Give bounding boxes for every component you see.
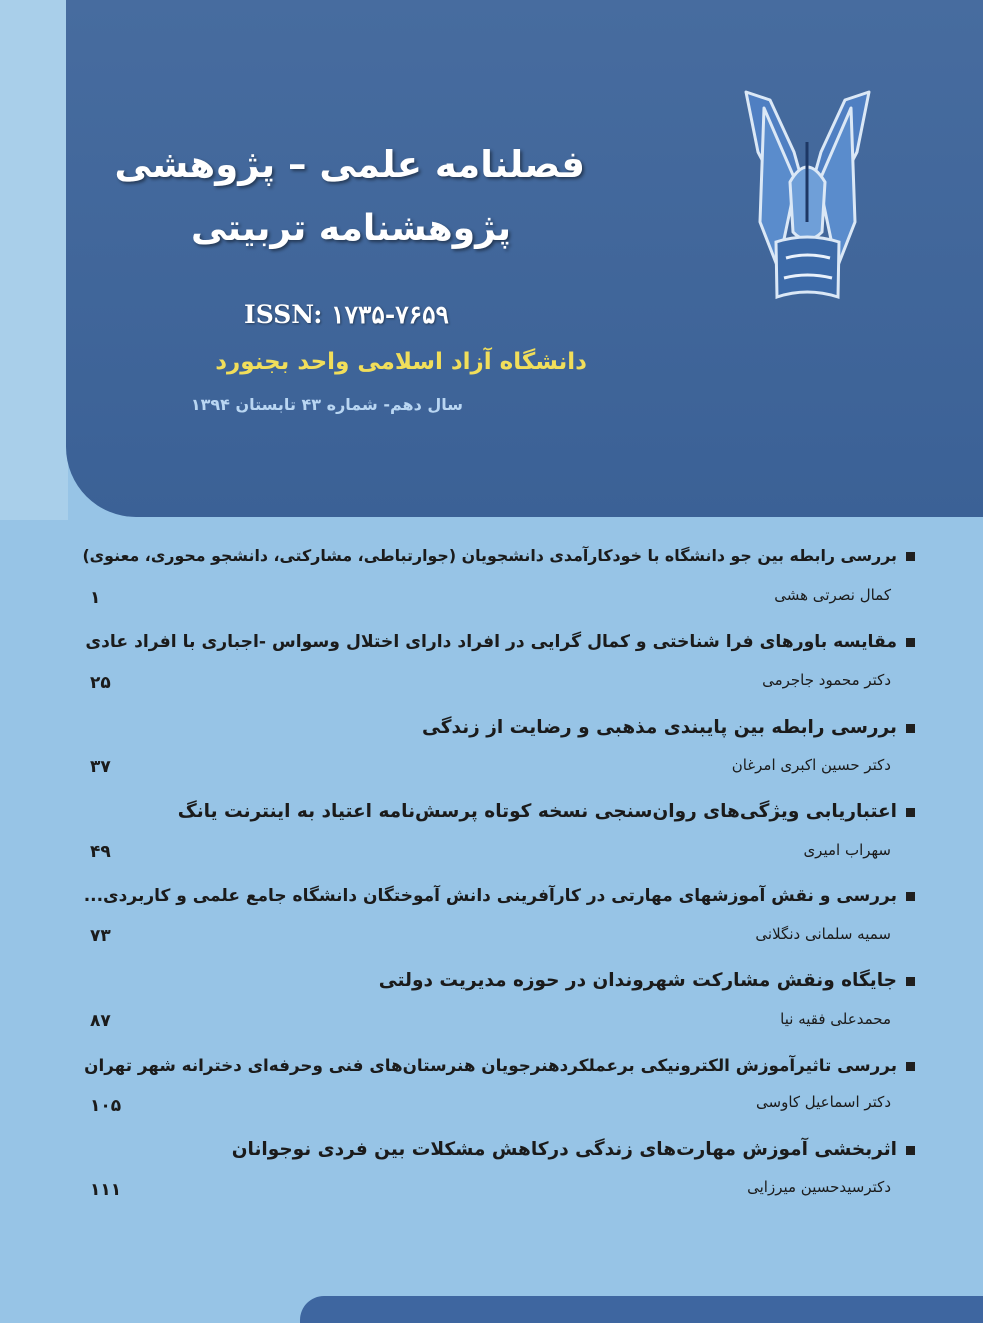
toc-entry-title: بررسی تاثیرآموزش الکترونیکی برعملکردهنرجویان هنرستان‌های فنی وحرفه‌ای دخترانه شهر تهران	[84, 1055, 915, 1075]
toc-entry-page: ۱۱۱	[90, 1180, 122, 1200]
toc-entry-author: کمال نصرتی هشی	[774, 586, 891, 604]
bullet-icon	[906, 638, 915, 647]
university-name: دانشگاه آزاد اسلامی واحد بجنورد	[215, 349, 587, 375]
toc-entry-author: دکتر اسماعیل کاوسی	[756, 1093, 891, 1111]
toc-entry-title: بررسی و نقش آموزشهای مهارتی در کارآفرینی دانش آموختگان دانشگاه جامع علمی و کاربردی...	[84, 886, 915, 906]
bullet-icon	[906, 892, 915, 901]
toc-entry-author: دکتر محمود جاجرمی	[762, 671, 891, 689]
bullet-icon	[906, 977, 915, 986]
bullet-icon	[906, 724, 915, 733]
toc-entry-page: ۱۰۵	[90, 1096, 122, 1116]
bullet-icon	[906, 1146, 915, 1155]
issue-info: سال دهم- شماره ۴۳ تابستان ۱۳۹۴	[190, 395, 463, 414]
bullet-icon	[906, 552, 915, 561]
toc-entry-page: ۲۵	[90, 673, 111, 693]
toc-entry-title: اعتباریابی ویژگی‌های روان‌سنجی نسخه کوتاه پرسش‌نامه اعتیاد به اینترنت یانگ	[178, 801, 915, 822]
journal-name-title: پژوهشنامه تربیتی	[191, 208, 511, 249]
toc-entry-title: بررسی رابطه بین پایبندی مذهبی و رضایت از زندگی	[422, 717, 915, 738]
toc-entry-page: ۴۹	[90, 842, 111, 862]
toc-entry-title: جایگاه ونقش مشارکت شهروندان در حوزه مدیریت دولتی	[379, 970, 915, 991]
toc-entry-author: سمیه سلمانی دنگلانی	[755, 925, 891, 943]
toc-entry-author: دکتر حسین اکبری امرغان	[731, 756, 891, 774]
toc-entry-page: ۷۳	[90, 926, 111, 946]
toc-entry-author: سهراب امیری	[803, 841, 891, 859]
toc-entry-author: دکترسیدحسین میرزایی	[747, 1178, 891, 1196]
bottom-decorative-band	[300, 1296, 983, 1323]
toc-entry-page: ۱	[90, 588, 101, 608]
toc-entry-title: مقایسه باورهای فرا شناختی و کمال گرایی در افراد دارای اختلال وسواس -اجباری با افراد عادی	[85, 632, 915, 652]
toc-entry-page: ۳۷	[90, 757, 111, 777]
toc-entry-author: محمدعلی فقیه نیا	[780, 1010, 891, 1028]
bullet-icon	[906, 1062, 915, 1071]
toc-entry-title: بررسی رابطه بین جو دانشگاه با خودکارآمدی دانشجویان (جوارتباطی، مشارکتی، دانشجو محوری، معنوی)	[82, 546, 915, 565]
bullet-icon	[906, 808, 915, 817]
issn-number: ISSN: ۱۷۳۵-۷۶۵۹	[244, 300, 449, 329]
journal-type-title: فصلنامه علمی – پژوهشی	[114, 143, 585, 186]
toc-entry-page: ۸۷	[90, 1011, 111, 1031]
toc-entry-title: اثربخشی آموزش مهارت‌های زندگی درکاهش مشکلات بین فردی نوجوانان	[232, 1139, 915, 1160]
